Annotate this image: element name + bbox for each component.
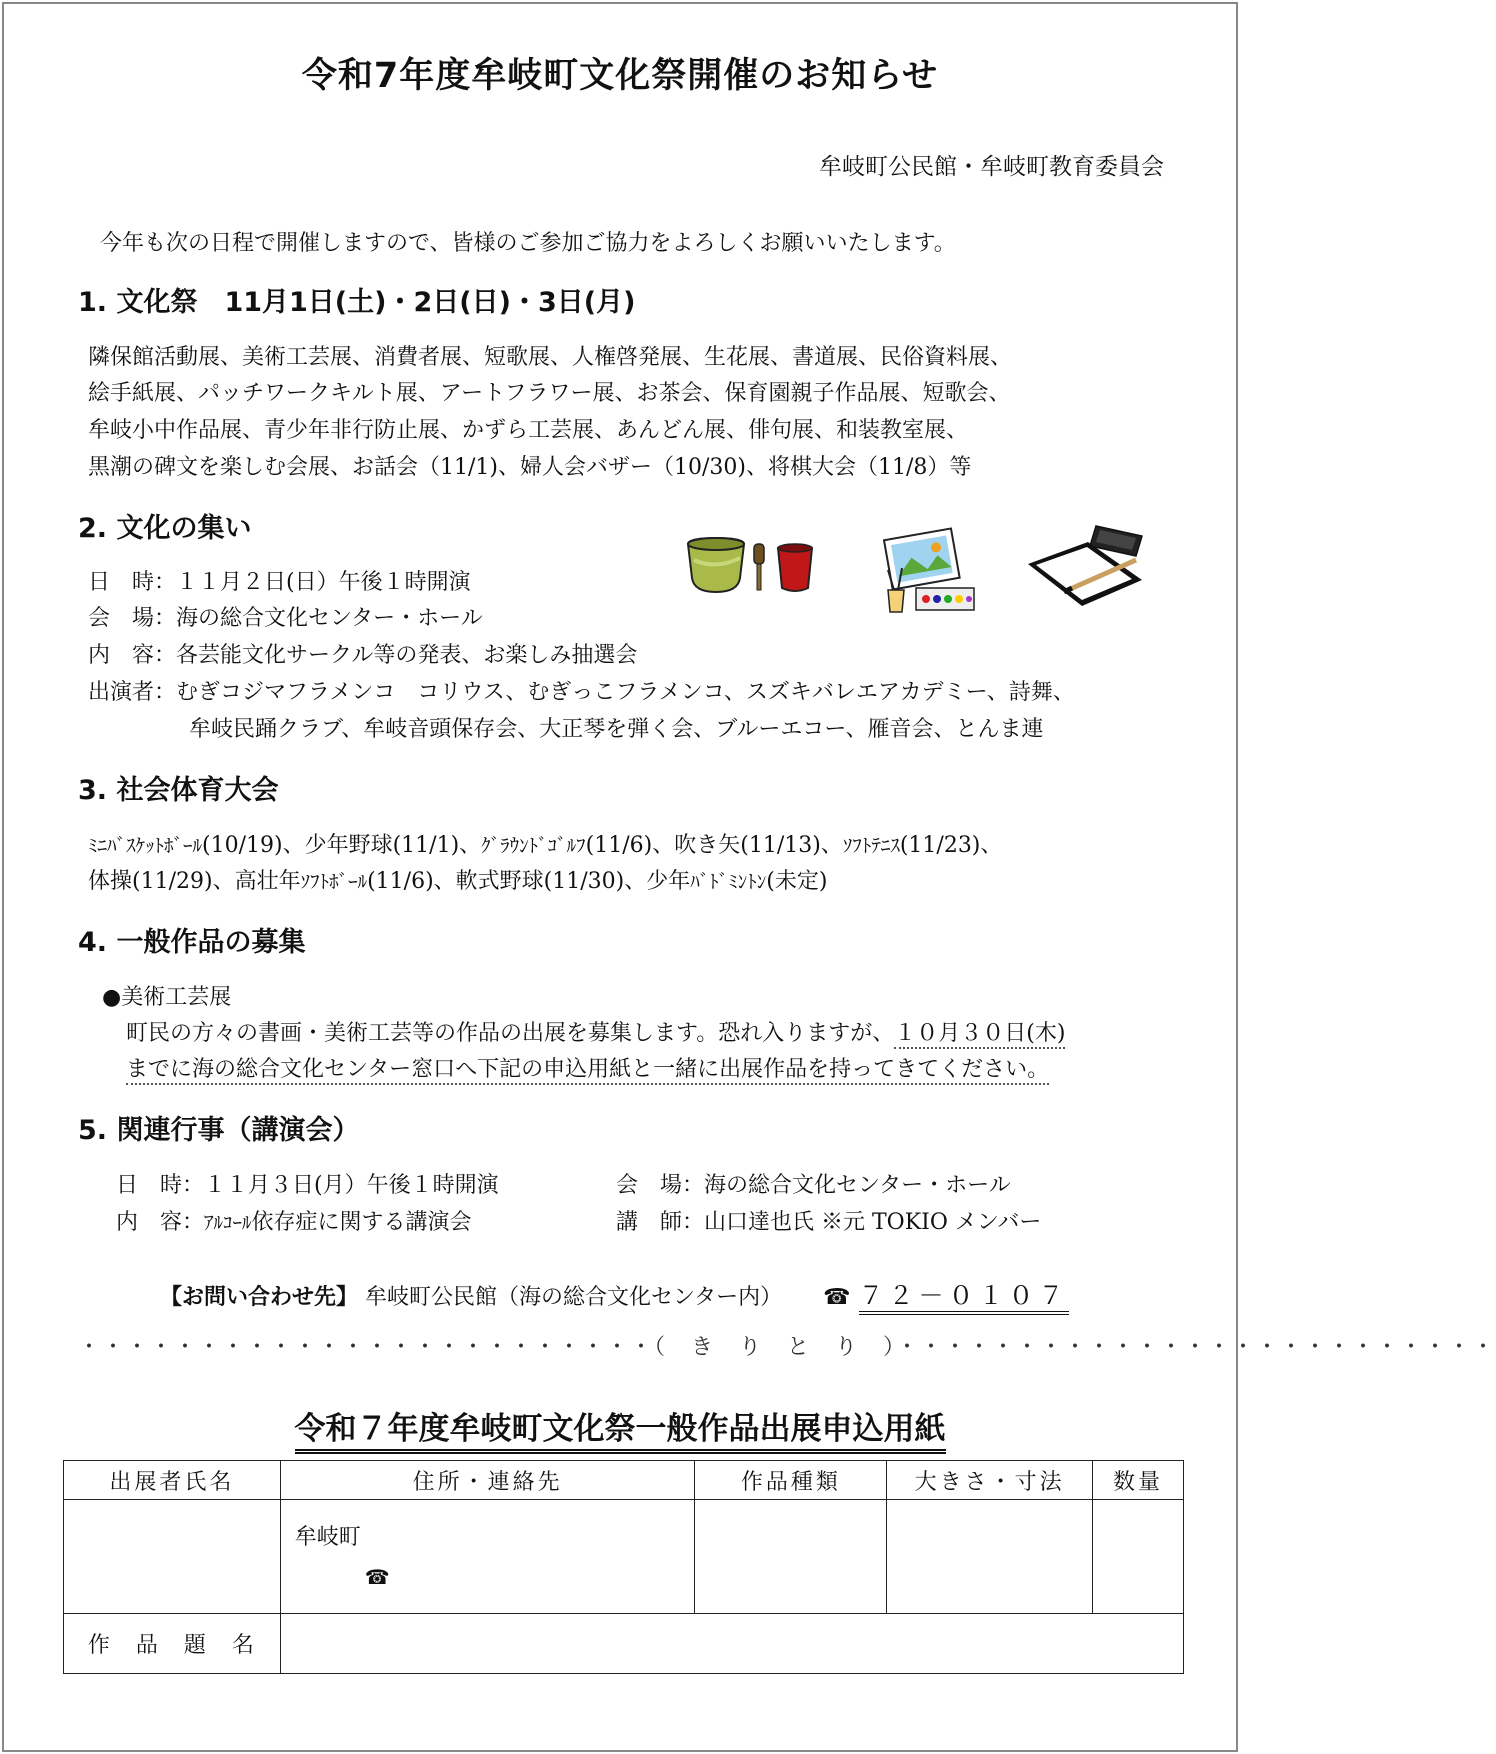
sport-text: (未定)	[766, 869, 828, 894]
culture-gathering-performers	[88, 675, 1075, 706]
datetime-value: １１月３日(月）午後１時開演	[204, 1173, 499, 1198]
culture-gathering-venue	[88, 601, 483, 632]
section3-heading: 3. 社会体育大会	[78, 775, 279, 806]
header-address-contact: 住所・連絡先	[280, 1461, 695, 1500]
performers-label: 出演者：	[88, 680, 177, 705]
performers-value: むぎコジマフラメンコ コリウス、むぎっこフラメンコ、スズキバレエアカデミー、詩舞、	[176, 680, 1075, 705]
lecture-datetime	[116, 1168, 499, 1199]
content-value: 各芸能文化サークル等の発表、お楽しみ抽選会	[176, 643, 638, 668]
section5-heading: 5. 関連行事（講演会）	[78, 1115, 360, 1146]
lecture-lecturer	[616, 1205, 1041, 1236]
tea-set-illustration	[682, 530, 822, 610]
sport-text: (11/6)、軟式野球(11/30)、少年	[367, 869, 691, 894]
intro-text: 今年も次の日程で開催しますので、皆様のご参加ご協力をよろしくお願いいたします。	[100, 231, 956, 256]
page-title: 令和7年度牟岐町文化祭開催のお知らせ	[301, 56, 939, 96]
header-exhibitor-name: 出展者氏名	[64, 1461, 281, 1500]
content-value: 依存症に関する講演会	[251, 1210, 472, 1235]
culture-gathering-performers-cont: 牟岐民踊クラブ、牟岐音頭保存会、大正琴を弾く会、ブルーエコー、雁音会、とんま連	[189, 717, 1044, 742]
section2-heading: 2. 文化の集い	[78, 513, 252, 544]
header-quantity: 数量	[1093, 1461, 1184, 1500]
culture-gathering-content	[88, 638, 637, 669]
content-label: 内 容：	[88, 643, 177, 668]
phone-icon: ☎	[364, 1565, 390, 1589]
cut-line: ・・・・・・・・・・・・・・・・・・・・・・・・（ き り と り ）・・・・・・・・・・・・・・・・・・・・・・・・・	[78, 1335, 1496, 1360]
application-form-table	[63, 1460, 1184, 1674]
datetime-label: 日 時：	[116, 1173, 205, 1198]
contact-place: 牟岐町公民館（海の総合文化センター内）	[365, 1285, 783, 1310]
table-row	[64, 1614, 1184, 1674]
section1-line: 絵手紙展、パッチワークキルト展、アートフラワー展、お茶会、保育園親子作品展、短歌会、	[88, 381, 1011, 406]
contact-phone[interactable]: ７２－０１０７	[859, 1281, 1069, 1315]
sport-name: ﾐﾆﾊﾞｽｹｯﾄﾎﾞｰﾙ	[88, 835, 203, 857]
calligraphy-set-illustration	[1024, 520, 1154, 610]
lecturer-value: 山口達也氏 ※元 TOKIO メンバー	[704, 1210, 1042, 1235]
venue-label: 会 場：	[616, 1173, 705, 1198]
form-title	[0, 1403, 1240, 1448]
sports-line-2	[88, 864, 827, 895]
venue-value: 海の総合文化センター・ホール	[704, 1173, 1011, 1198]
form-title-text: 令和７年度牟岐町文化祭一般作品出展申込用紙	[295, 1411, 946, 1454]
address-contact-field[interactable]	[280, 1500, 695, 1614]
contact-info	[160, 1276, 1069, 1312]
lecturer-label: 講 師：	[616, 1210, 705, 1235]
address-prefix: 牟岐町	[294, 1525, 361, 1550]
lecture-content	[116, 1205, 472, 1236]
header-size: 大きさ・寸法	[887, 1461, 1093, 1500]
sport-text: (11/23)、	[899, 833, 1003, 858]
sport-text: (11/6)、吹き矢(11/13)、	[585, 833, 843, 858]
art-craft-line-1	[126, 1016, 1065, 1047]
sport-name: ｸﾞﾗｳﾝﾄﾞｺﾞﾙﾌ	[481, 835, 586, 857]
table-row	[64, 1500, 1184, 1614]
exhibitor-name-field[interactable]	[64, 1500, 281, 1614]
sport-name: ｿﾌﾄﾎﾞｰﾙ	[300, 871, 368, 893]
venue-value: 海の総合文化センター・ホール	[176, 606, 483, 631]
phone-icon: ☎	[823, 1285, 851, 1310]
work-title-field[interactable]	[280, 1614, 1183, 1674]
content-label: 内 容：	[116, 1210, 205, 1235]
art-craft-line-2	[126, 1052, 1049, 1083]
sports-line-1	[88, 828, 1002, 859]
datetime-value: １１月２日(日）午後１時開演	[176, 570, 471, 595]
quantity-field[interactable]	[1093, 1500, 1184, 1614]
work-type-field[interactable]	[695, 1500, 887, 1614]
deadline-date: １０月３０日(木)	[894, 1021, 1065, 1049]
organizer: 牟岐町公民館・牟岐町教育委員会	[819, 154, 1164, 180]
work-title-label: 作 品 題 名	[64, 1614, 281, 1674]
section1-line: 黒潮の碑文を楽しむ会展、お話会（11/1)、婦人会バザー（10/30)、将棋大会（11/8）等	[88, 455, 972, 480]
painting-set-illustration	[882, 530, 982, 620]
size-field[interactable]	[887, 1500, 1093, 1614]
section4-heading: 4. 一般作品の募集	[78, 927, 306, 958]
sport-text: 体操(11/29)、高壮年	[88, 869, 301, 894]
section1-line: 牟岐小中作品展、青少年非行防止展、かずら工芸展、あんどん展、俳句展、和装教室展、	[88, 418, 969, 443]
sport-name: ﾊﾞﾄﾞﾐﾝﾄﾝ	[690, 871, 767, 893]
lecture-venue	[616, 1168, 1011, 1199]
culture-gathering-datetime	[88, 565, 471, 596]
art-craft-bullet: ●美術工芸展	[102, 985, 232, 1010]
content-small: ｱﾙｺｰﾙ	[204, 1212, 252, 1234]
sport-text: (10/19)、少年野球(11/1)、	[202, 833, 482, 858]
sport-name: ｿﾌﾄﾃﾆｽ	[842, 835, 900, 857]
section1-line: 隣保館活動展、美術工芸展、消費者展、短歌展、人権啓発展、生花展、書道展、民俗資料展、	[88, 345, 1013, 370]
section1-heading: 1. 文化祭 11月1日(土)・2日(日)・3日(月)	[78, 287, 636, 318]
header-work-type: 作品種類	[695, 1461, 887, 1500]
contact-label: 【お問い合わせ先】	[160, 1285, 359, 1310]
venue-label: 会 場：	[88, 606, 177, 631]
art-craft-text: 町民の方々の書画・美術工芸等の作品の出展を募集します。恐れ入りますが、	[126, 1021, 895, 1046]
datetime-label: 日 時：	[88, 570, 177, 595]
table-header-row	[64, 1461, 1184, 1500]
art-craft-text: までに海の総合文化センター窓口へ下記の申込用紙と一緒に出展作品を持ってきてください。	[126, 1057, 1049, 1085]
